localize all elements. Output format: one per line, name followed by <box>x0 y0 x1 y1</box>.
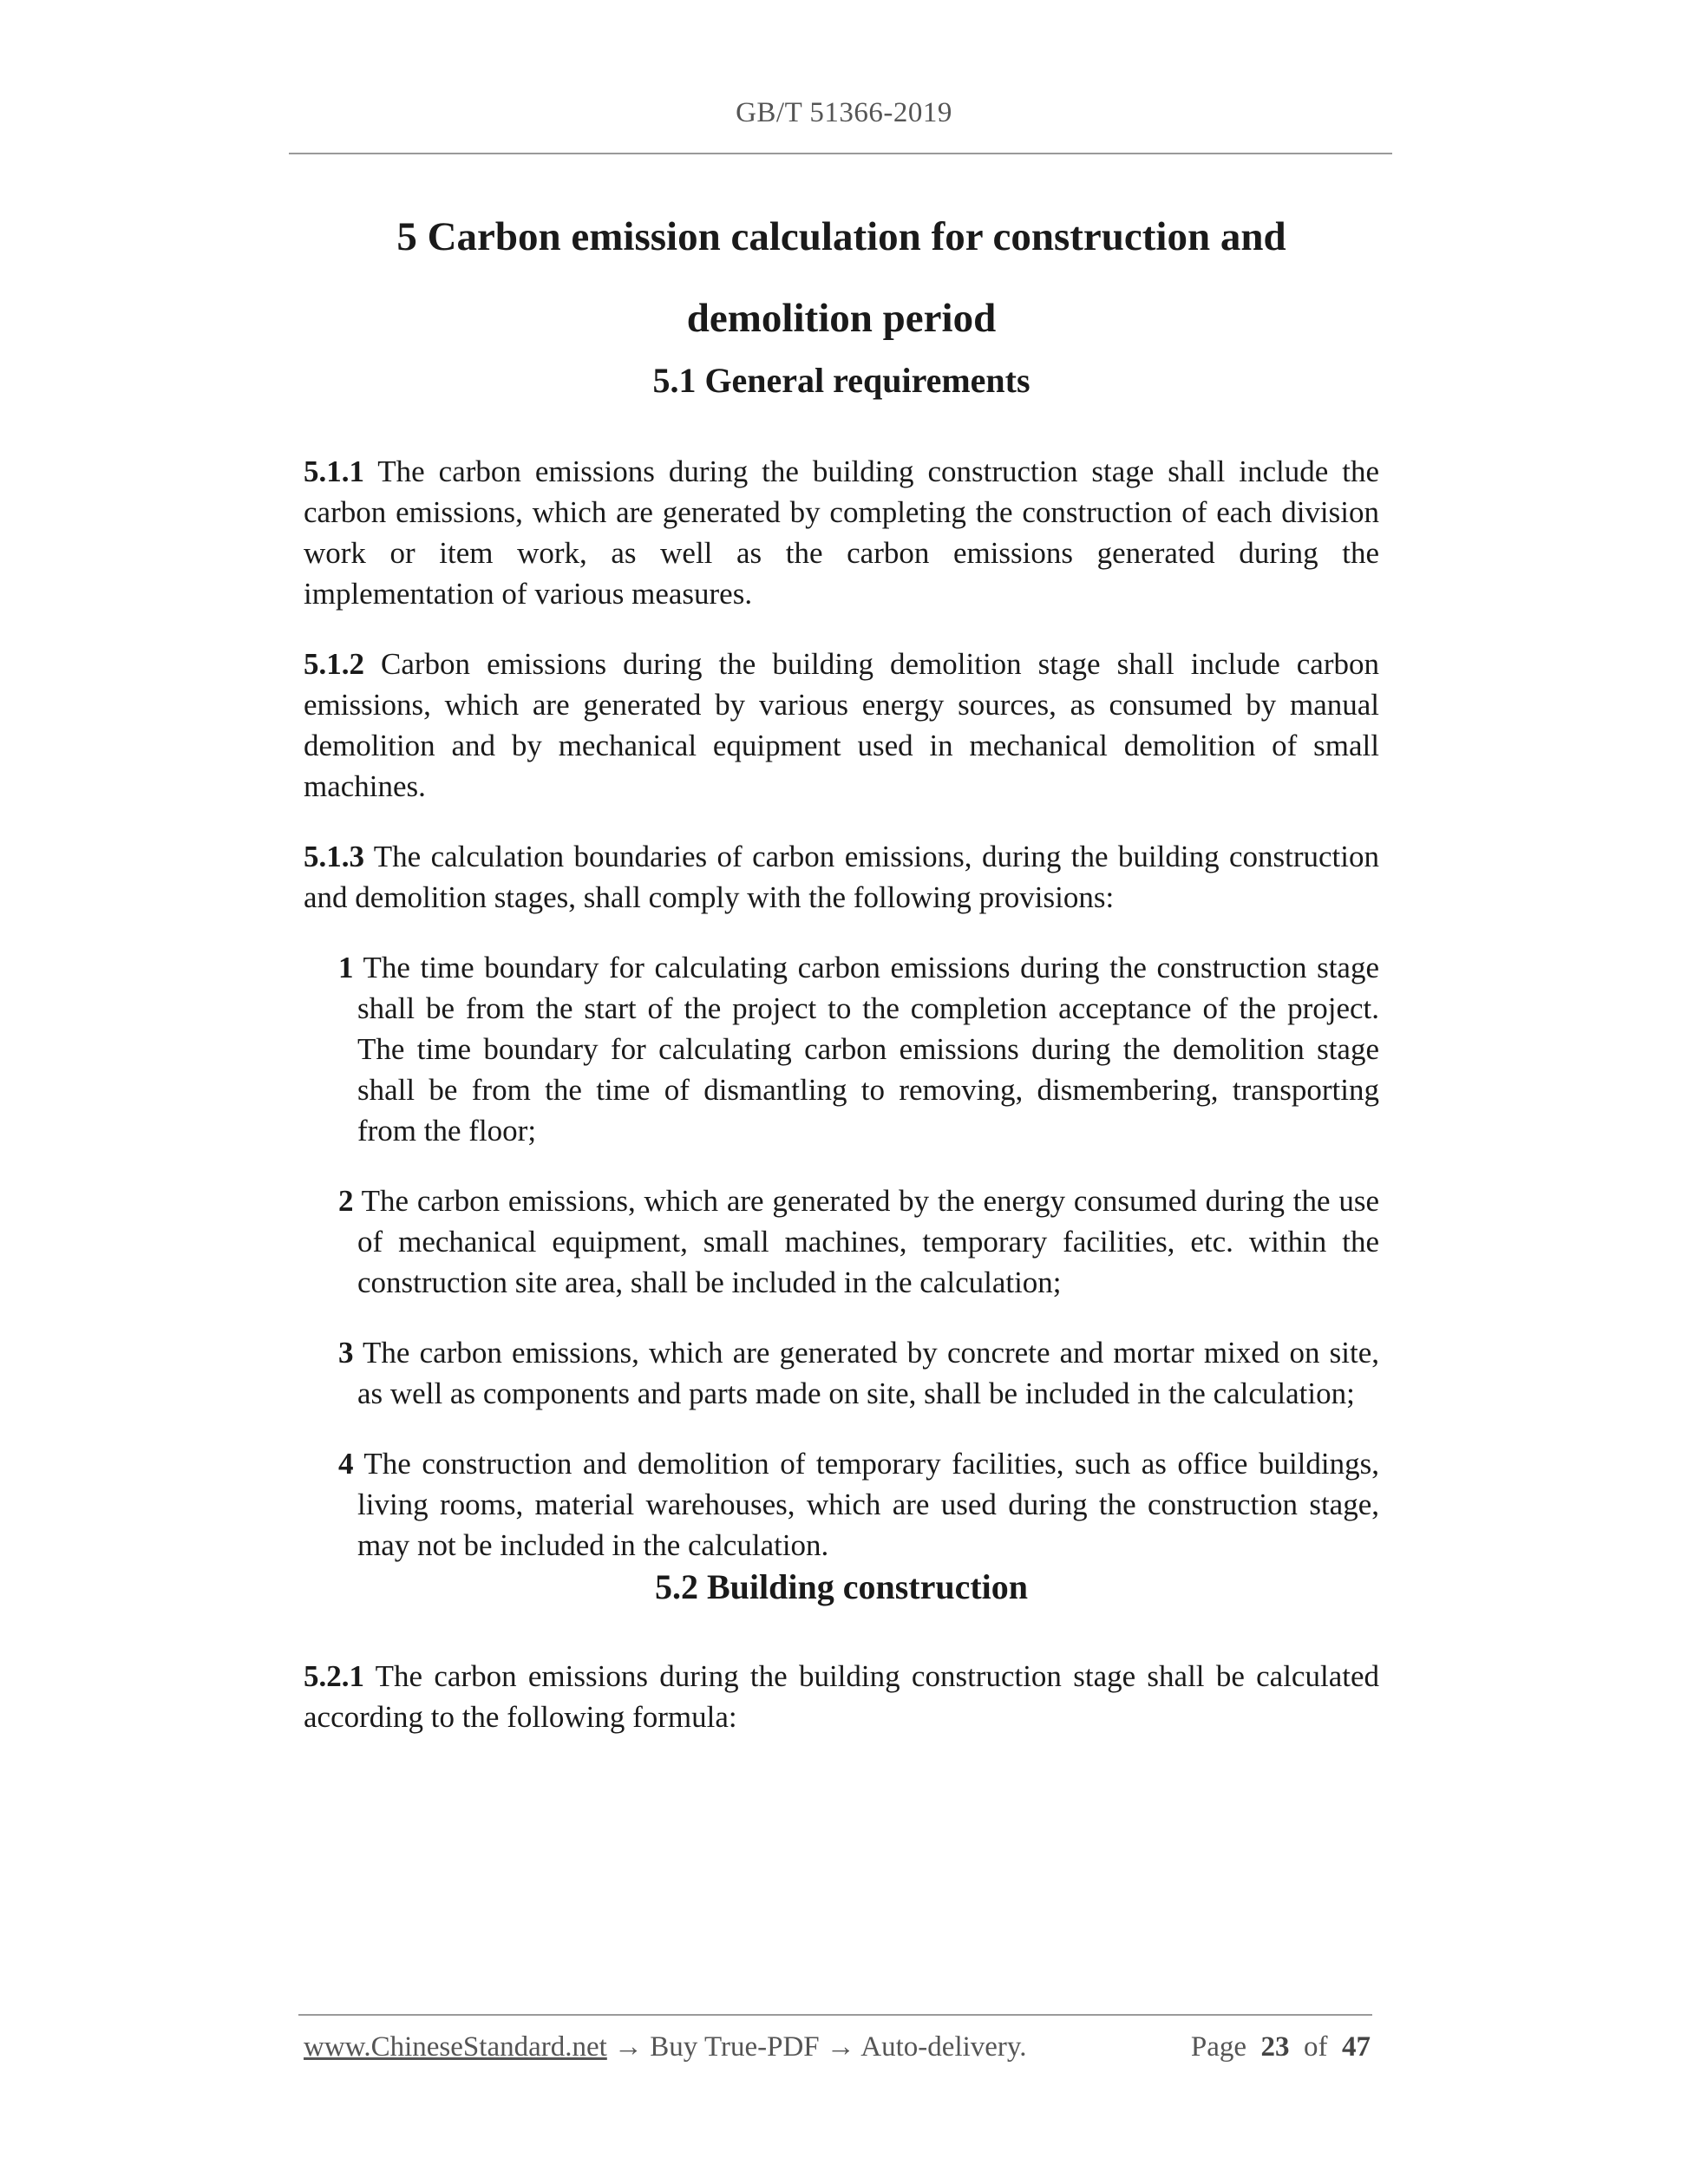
list-item-2 <box>304 1180 1379 1303</box>
clause-5-2-1 <box>304 1656 1379 1737</box>
item-number: 3 <box>338 1336 354 1370</box>
footer-left <box>304 2031 1027 2063</box>
clause-number: 5.2.1 <box>304 1659 364 1693</box>
item-text: The time boundary for calculating carbon emissions during the construction stage shall be from the start of the project to the completion acceptance of the project. The time boundary for calculating carbon emissions during the demolition stage shall be from the time of dismantling to removing, dismembering, transporting from the floor; <box>353 951 1379 1148</box>
item-number: 1 <box>338 951 354 984</box>
item-text: The construction and demolition of temporary facilities, such as office buildings, living rooms, material warehouses, which are used during the construction stage, may not be included in the calculation. <box>353 1447 1379 1562</box>
chapter-title <box>304 196 1379 359</box>
chapter-title-line-1: 5 Carbon emission calculation for construction and <box>396 214 1286 259</box>
website-link[interactable]: www.ChineseStandard.net <box>304 2031 607 2063</box>
item-text: The carbon emissions, which are generated by the energy consumed during the use of mechanical equipment, small machines, temporary facilities, etc. within the construction site area, shall be included in the calculation; <box>353 1184 1379 1299</box>
clause-text: The calculation boundaries of carbon emissions, during the building construction and demolition stages, shall comply with the following provisions: <box>304 840 1379 914</box>
section-title-5-2: 5.2 Building construction <box>654 1567 1029 1606</box>
header-divider <box>289 153 1392 154</box>
clause-number: 5.1.1 <box>304 454 364 488</box>
list-item-1 <box>304 947 1379 1151</box>
list-item-4 <box>304 1443 1379 1566</box>
item-number: 2 <box>338 1184 354 1218</box>
total-page-count: 47 <box>1342 2031 1371 2063</box>
page-content <box>304 196 1379 1737</box>
auto-delivery-text: Auto-delivery. <box>854 2031 1027 2063</box>
clause-5-1-3 <box>304 836 1379 918</box>
clause-number: 5.1.3 <box>304 840 364 873</box>
clause-text: The carbon emissions during the building construction stage shall include the carbon emissions, which are generated by completing the construction of each division work or item work, as well as the carbon emissions generated during the implementation of various measures. <box>304 454 1379 611</box>
list-item-3 <box>304 1332 1379 1414</box>
page-header-standard-code: GB/T 51366-2019 <box>736 97 952 128</box>
clause-text: Carbon emissions during the building demolition stage shall include carbon emissions, which are generated by various energy sources, as consumed by manual demolition and by mechanical equipment used in mechanical demolition of small machines. <box>304 647 1379 803</box>
footer-divider <box>298 2014 1372 2016</box>
section-title-5-1: 5.1 General requirements <box>652 361 1030 400</box>
of-label: of <box>1304 2031 1328 2063</box>
page-label: Page <box>1190 2031 1246 2063</box>
page-number <box>1191 2031 1371 2063</box>
clause-text: The carbon emissions during the building construction stage shall be calculated according to the following formula: <box>304 1659 1379 1734</box>
item-number: 4 <box>338 1447 354 1481</box>
arrow-right-icon: → <box>826 2031 855 2063</box>
item-text: The carbon emissions, which are generated by concrete and mortar mixed on site, as well as components and parts made on site, shall be included in the calculation; <box>353 1336 1379 1410</box>
current-page-number: 23 <box>1260 2031 1290 2063</box>
chapter-title-line-2: demolition period <box>686 296 997 341</box>
clause-number: 5.1.2 <box>304 647 364 681</box>
arrow-right-icon: → <box>614 2031 644 2063</box>
clause-5-1-2 <box>304 644 1379 807</box>
clause-5-1-1 <box>304 451 1379 614</box>
buy-pdf-text: Buy True-PDF <box>643 2031 827 2063</box>
